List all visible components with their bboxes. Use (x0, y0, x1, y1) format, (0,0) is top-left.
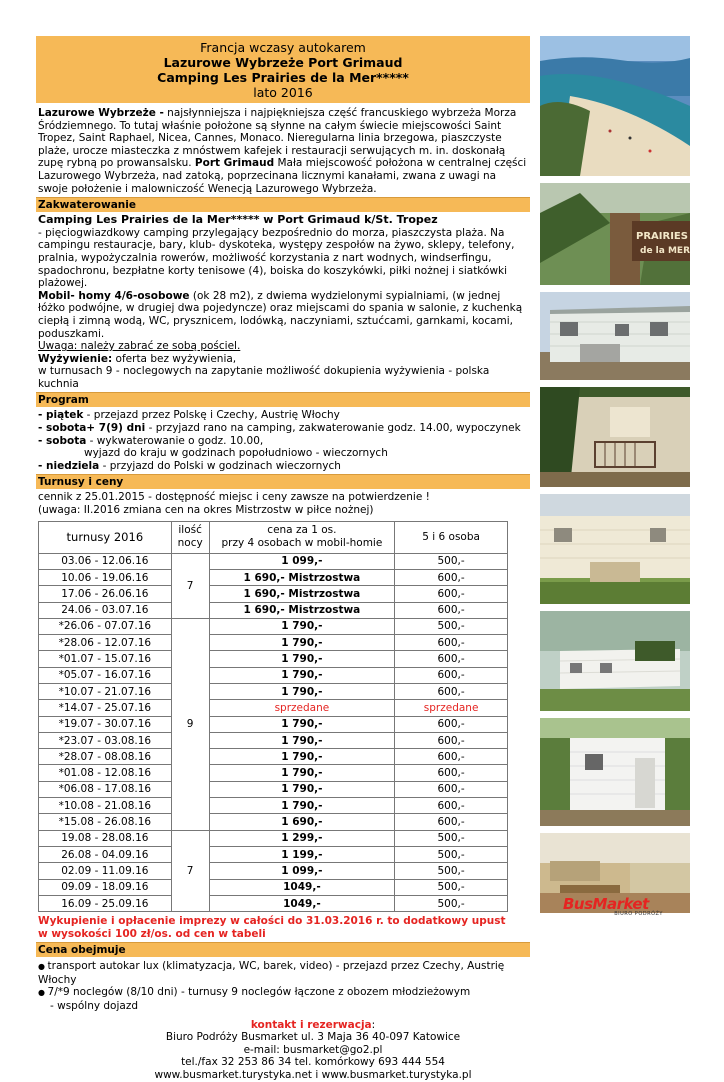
program-text: - przyjazd do Polski w godzinach wieczornych (99, 459, 341, 472)
price-cell: 1 099,- (209, 553, 395, 569)
price-cell: 1049,- (209, 879, 395, 895)
price-cell: 1 790,- (209, 684, 395, 700)
contact-address: Biuro Podróży Busmarket ul. 3 Maja 36 40-097 Katowice (165, 1031, 461, 1044)
sign-text-1: PRAIRIES (636, 231, 688, 242)
offer-header (36, 36, 530, 103)
intro-text-2: Mała miejscowość położona w centralnej części Lazurowego Wybrzeża, nad zatoką, poprzecinana licznymi kanałami, zwana z uwagi na swoje położenie i malowniczość Wenecją Lazurowego Wybrzeża. (38, 157, 527, 195)
program-text: - przejazd przez Polskę i Czechy, Austrię Włochy (83, 409, 340, 422)
contact-colon: : (371, 1018, 376, 1031)
discount-note (38, 915, 528, 940)
price-cell: 1049,- (209, 895, 395, 911)
program-day: - piątek (38, 409, 84, 422)
price-cell: 1 690,- (209, 814, 395, 830)
food-lead: Wyżywienie: (38, 352, 113, 365)
turn-dates: 19.08 - 28.08.16 (39, 830, 172, 846)
price-56-cell: 600,- (395, 635, 508, 651)
header-line-1: Francja wczasy autokarem (200, 40, 366, 55)
food-text (38, 353, 528, 366)
turn-dates: 24.06 - 03.07.16 (39, 602, 172, 618)
includes-item: ● 7/*9 noclegów (8/10 dni) - turnusy 9 noclegów łączone z obozem młodzieżowym (38, 986, 528, 1000)
mobile-home-photo-1 (540, 292, 690, 380)
price-notes (38, 491, 528, 516)
price-cell: 1 790,- (209, 716, 395, 732)
price-cell: sprzedane (209, 700, 395, 716)
table-row (39, 635, 508, 651)
col-turn: turnusy 2016 (39, 521, 172, 553)
program-item (38, 447, 528, 460)
price-table-header (39, 521, 508, 553)
nights-count: 7 (171, 553, 209, 618)
table-row (39, 618, 508, 634)
sign-text-2: de la MER (640, 246, 691, 256)
accommodation-heading: Zakwaterowanie (36, 197, 530, 212)
logo-brand: BusMarket (563, 895, 649, 913)
discount-line-1: Wykupienie i opłacenie imprezy w całości do 31.03.2016 r. to dodatkowy upust (38, 915, 506, 928)
contact-title: kontakt i rezerwacja (250, 1018, 372, 1031)
col-price (209, 521, 395, 553)
turn-dates: 10.06 - 19.06.16 (39, 569, 172, 585)
table-row (39, 716, 508, 732)
mobile-home-lead: Mobil- homy 4/6-osobowe (38, 289, 190, 302)
program-day: - sobota (38, 434, 87, 447)
discount-line-2: w wysokości 100 zł/os. od cen w tabeli (38, 927, 266, 940)
header-line-3: Camping Les Prairies de la Mer***** (157, 70, 409, 85)
intro-lead: Lazurowe Wybrzeże - (38, 107, 164, 119)
intro-text: najsłynniejsza i najpiękniejsza część francuskiego wybrzeża Morza Śródziemnego. To tutaj właśnie położone są słynne na całym świecie miejscowości Saint Tropez, Saint Raphael, Nicea, Cannes, Monaco. Nieregularna linia brzegowa, piaszczyste plaże, urocze miasteczka z mnóstwem kafejek i restauracji serwujących m. in. doskonałą zupę rybną po prowansalsku. (38, 107, 517, 170)
price-56-cell: 600,- (395, 569, 508, 585)
table-row (39, 846, 508, 862)
turn-dates: 16.09 - 25.09.16 (39, 895, 172, 911)
price-cell: 1 790,- (209, 667, 395, 683)
table-row (39, 879, 508, 895)
price-cell: 1 199,- (209, 846, 395, 862)
price-56-cell: 500,- (395, 895, 508, 911)
price-56-cell: 500,- (395, 846, 508, 862)
price-56-cell: 600,- (395, 602, 508, 618)
program-day: - sobota+ 7(9) dni (38, 422, 146, 435)
table-row (39, 781, 508, 797)
price-cell: 1 299,- (209, 830, 395, 846)
price-56-cell: 600,- (395, 814, 508, 830)
price-56-cell: 600,- (395, 798, 508, 814)
includes-extra: - wspólny dojazd (50, 999, 139, 1012)
turn-dates: *23.07 - 03.08.16 (39, 732, 172, 748)
includes-list (38, 960, 528, 1000)
price-56-cell: 500,- (395, 553, 508, 569)
nights-count: 7 (171, 830, 209, 911)
mobile-home-photo-3 (540, 494, 690, 604)
turn-dates: *06.08 - 17.08.16 (39, 781, 172, 797)
price-56-cell: 600,- (395, 716, 508, 732)
table-row (39, 651, 508, 667)
turn-dates: *10.07 - 21.07.16 (39, 684, 172, 700)
accommodation-section (38, 214, 528, 390)
price-56-cell: 500,- (395, 618, 508, 634)
program-day: - niedziela (38, 459, 100, 472)
table-row (39, 863, 508, 879)
turn-dates: 26.08 - 04.09.16 (39, 846, 172, 862)
contact-block (96, 1019, 530, 1082)
table-row (39, 814, 508, 830)
contact-phone: tel./fax 32 253 86 34 tel. komórkowy 693 444 554 (181, 1056, 445, 1069)
offer-document (36, 36, 530, 1082)
contact-email[interactable]: e-mail: busmarket@go2.pl (243, 1043, 383, 1056)
price-56-cell: 600,- (395, 667, 508, 683)
beach-photo (540, 36, 690, 176)
nights-count: 9 (171, 618, 209, 830)
program-text: - wykwaterowanie o godz. 10.00, (86, 434, 264, 447)
program-list (38, 409, 528, 472)
mobile-home-text (38, 290, 528, 340)
header-line-4: lato 2016 (253, 85, 313, 100)
program-item (38, 460, 528, 473)
contact-title-row (96, 1019, 530, 1032)
col-price-l2: przy 4 osobach w mobil-homie (221, 537, 383, 550)
col-price-56: 5 i 6 osoba (395, 521, 508, 553)
intro-lead-2: Port Grimaud (194, 157, 275, 170)
price-cell: 1 790,- (209, 651, 395, 667)
prices-heading: Turnusy i ceny (36, 474, 530, 489)
price-56-cell: sprzedane (395, 700, 508, 716)
mobile-home-desc: (ok 28 m2), z dwiema wydzielonymi sypialniami, (w jednej łóżko podwójne, w drugiej dwa pojedyncze) oraz miejscami do spania w salonie, z kuchenką ciepłą i zimną wodą, WC, prysznicem, lodówką, naczyniami, sztućcami, garnkami, kocami, poduszkami. (38, 289, 523, 340)
col-nights (171, 521, 209, 553)
price-56-cell: 600,- (395, 749, 508, 765)
col-price-l1: cena za 1 os. (267, 524, 337, 537)
price-cell: 1 099,- (209, 863, 395, 879)
price-56-cell: 600,- (395, 586, 508, 602)
price-table (38, 521, 508, 913)
price-56-cell: 600,- (395, 651, 508, 667)
includes-item: ● transport autokar lux (klimatyzacja, WC, barek, video) - przejazd przez Czechy, Austrię Włochy (38, 960, 528, 986)
photo-column (540, 36, 690, 920)
price-cell: 1 690,- Mistrzostwa (209, 569, 395, 585)
table-row (39, 569, 508, 585)
turn-dates: 17.06 - 26.06.16 (39, 586, 172, 602)
busmarket-logo (563, 895, 663, 917)
price-cell: 1 790,- (209, 798, 395, 814)
intro-paragraph (38, 107, 528, 195)
turn-dates: *01.08 - 12.08.16 (39, 765, 172, 781)
food-text-2: w turnusach 9 - noclegowych na zapytanie możliwość dokupienia wyżywienia - polska kuchnia (38, 365, 490, 390)
price-note-1: cennik z 25.01.2015 - dostępność miejsc i ceny zawsze na potwierdzenie ! (38, 491, 430, 504)
mobile-home-photo-5 (540, 718, 690, 826)
turn-dates: *01.07 - 15.07.16 (39, 651, 172, 667)
table-row (39, 700, 508, 716)
table-row (39, 798, 508, 814)
col-nights-l1: ilość (178, 524, 202, 537)
table-row (39, 602, 508, 618)
table-row (39, 830, 508, 846)
col-nights-l2: nocy (177, 537, 203, 550)
table-row (39, 553, 508, 569)
price-cell: 1 790,- (209, 781, 395, 797)
turn-dates: *14.07 - 25.07.16 (39, 700, 172, 716)
price-56-cell: 500,- (395, 879, 508, 895)
price-56-cell: 600,- (395, 765, 508, 781)
turn-dates: *10.08 - 21.08.16 (39, 798, 172, 814)
bedding-note-text: Uwaga: należy zabrać ze sobą pościel. (38, 340, 241, 353)
camp-text: - pięciogwiazdkowy camping przylegający bezpośrednio do morza, piaszczysta plaża. Na campingu restauracje, bary, klub- dyskoteka, występy zespołów na żywo, sklepy, telefony, pralnia, wypożyczalnia rowerów, możliwość korzystania z nart wodnych, windserfingu, spadochronu, bezpłatne korty tenisowe (4), boiska do koszykówki, piłki nożnej i siatkówki plażowej. (38, 226, 515, 290)
turn-dates: 02.09 - 11.09.16 (39, 863, 172, 879)
program-item (38, 409, 528, 422)
price-56-cell: 600,- (395, 684, 508, 700)
program-heading: Program (36, 392, 530, 407)
price-cell: 1 790,- (209, 732, 395, 748)
program-item (38, 435, 528, 448)
table-row (39, 667, 508, 683)
turn-dates: 03.06 - 12.06.16 (39, 553, 172, 569)
program-text: wyjazd do kraju w godzinach popołudniowo - wieczornych (84, 447, 388, 460)
price-56-cell: 500,- (395, 830, 508, 846)
turn-dates: *15.08 - 26.08.16 (39, 814, 172, 830)
table-row (39, 765, 508, 781)
includes-heading: Cena obejmuje (36, 942, 530, 957)
price-56-cell: 600,- (395, 732, 508, 748)
table-row (39, 586, 508, 602)
food-desc: oferta bez wyżywienia, (112, 352, 237, 365)
turn-dates: *26.06 - 07.07.16 (39, 618, 172, 634)
logo-subtitle: BIURO PODRÓŻY (614, 911, 663, 917)
price-cell: 1 790,- (209, 749, 395, 765)
price-cell: 1 790,- (209, 635, 395, 651)
turn-dates: *19.07 - 30.07.16 (39, 716, 172, 732)
bedding-note (38, 340, 528, 353)
price-56-cell: 500,- (395, 863, 508, 879)
price-cell: 1 690,- Mistrzostwa (209, 586, 395, 602)
table-row (39, 749, 508, 765)
camping-sign-photo (540, 183, 690, 285)
turn-dates: *28.07 - 08.08.16 (39, 749, 172, 765)
price-cell: 1 790,- (209, 765, 395, 781)
header-line-2: Lazurowe Wybrzeże Port Grimaud (163, 55, 403, 70)
mobile-home-photo-2 (540, 387, 690, 487)
program-text: - przyjazd rano na camping, zakwaterowanie godz. 14.00, wypoczynek (145, 422, 521, 435)
table-row (39, 684, 508, 700)
contact-websites[interactable]: www.busmarket.turystyka.net i www.busmarket.turystyka.pl (154, 1068, 472, 1081)
table-row (39, 732, 508, 748)
price-cell: 1 790,- (209, 618, 395, 634)
program-item (38, 422, 528, 435)
turn-dates: *28.06 - 12.07.16 (39, 635, 172, 651)
camp-title: Camping Les Prairies de la Mer***** w Port Grimaud k/St. Tropez (38, 213, 438, 227)
price-note-2: (uwaga: II.2016 zmiana cen na okres Mistrzostw w piłce nożnej) (38, 504, 374, 517)
price-cell: 1 690,- Mistrzostwa (209, 602, 395, 618)
mobile-home-photo-4 (540, 611, 690, 711)
turn-dates: *05.07 - 16.07.16 (39, 667, 172, 683)
turn-dates: 09.09 - 18.09.16 (39, 879, 172, 895)
price-56-cell: 600,- (395, 781, 508, 797)
table-row (39, 895, 508, 911)
